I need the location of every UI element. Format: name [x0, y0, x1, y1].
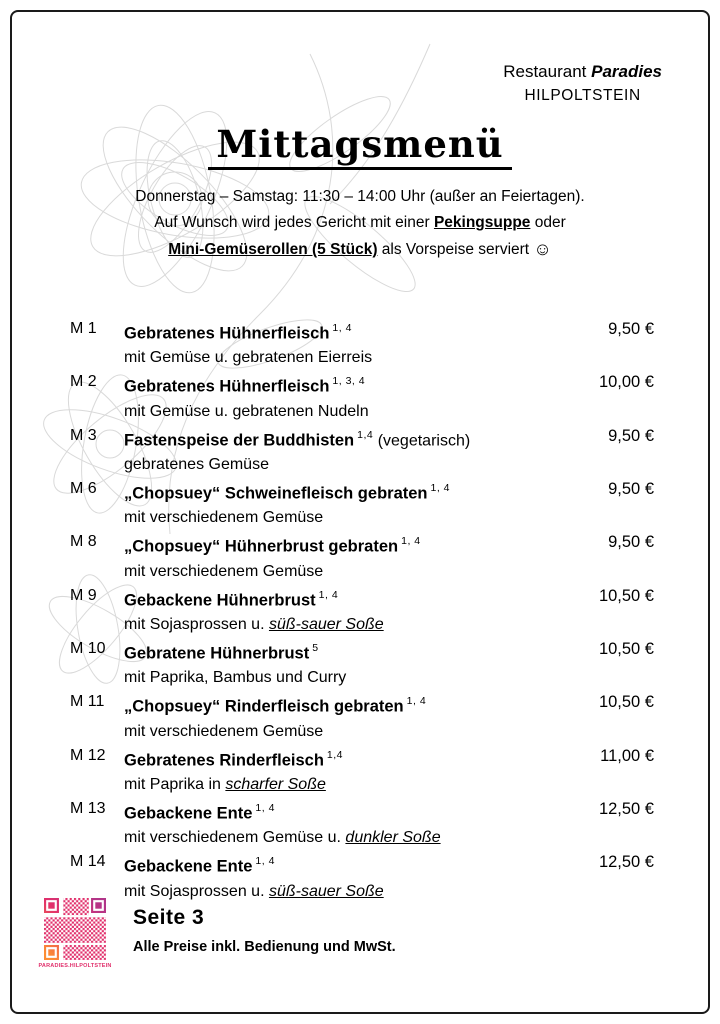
item-desc-text: mit Paprika, Bambus und Curry [124, 669, 347, 687]
item-code: M 8 [70, 533, 97, 551]
restaurant-city: HILPOLTSTEIN [524, 87, 641, 104]
item-desc-text: mit Paprika in [124, 775, 226, 793]
item-name: „Chopsuey“ Hühnerbrust gebraten [124, 537, 399, 556]
item-price: 11,00 € [600, 746, 654, 765]
item-code: M 3 [70, 426, 97, 444]
item-desc-text: gebratenes Gemüse [124, 455, 269, 473]
item-code: M 6 [70, 479, 97, 497]
item-name-line [124, 317, 562, 346]
item-desc-text: mit verschiedenem Gemüse [124, 509, 324, 527]
starter-note-prefix: Auf Wunsch wird jedes Gericht mit einer [154, 214, 434, 231]
item-price: 10,00 € [598, 373, 654, 392]
menu-item [70, 370, 654, 423]
item-footnotes: 5 [312, 641, 319, 654]
item-description [124, 560, 562, 584]
item-code: M 2 [70, 373, 97, 391]
item-description [124, 720, 562, 744]
item-desc-text: mit Sojasprossen u. [124, 882, 269, 900]
item-description [124, 613, 562, 637]
item-footnotes: 1, 4 [318, 588, 339, 601]
item-desc-text: mit verschiedenem Gemüse [124, 562, 324, 580]
qr-block [35, 898, 115, 969]
opening-hours-line: Donnerstag – Samstag: 11:30 – 14:00 Uhr (außer an Feiertagen). [135, 188, 585, 205]
item-name-line [124, 797, 562, 826]
restaurant-label: Restaurant [503, 62, 592, 81]
item-name-line [124, 370, 562, 399]
gemueserollen-highlight: Mini-Gemüserollen (5 Stück) [168, 241, 378, 258]
menu-item [70, 317, 654, 370]
item-name: Gebratenes Hühnerfleisch [124, 377, 330, 396]
item-desc-text: mit verschiedenem Gemüse [124, 722, 324, 740]
item-code: M 9 [70, 586, 97, 604]
title-wrap [0, 122, 720, 170]
item-price: 10,50 € [598, 639, 654, 658]
starter-note-line-2 [0, 236, 720, 263]
page-title: Mittagsmenü [208, 122, 511, 170]
menu-item [70, 850, 654, 903]
menu-item [70, 530, 654, 583]
item-name: Gebratene Hühnerbrust [124, 644, 310, 663]
item-footnotes: 1, 4 [401, 535, 421, 548]
menu-item [70, 637, 654, 690]
footer-text [133, 898, 396, 955]
item-description [124, 400, 562, 424]
item-desc-sauce: scharfer Soße [225, 775, 326, 793]
restaurant-header [503, 62, 662, 105]
starter-note-suffix: oder [530, 214, 566, 231]
item-footnotes: 1,4 [326, 748, 344, 761]
item-footnotes: 1, 4 [406, 695, 427, 708]
starter-note-suffix-2: als Vorspeise serviert [377, 241, 534, 258]
item-name: Gebackene Ente [124, 804, 253, 823]
item-price: 10,50 € [598, 693, 654, 712]
menu-item [70, 584, 654, 637]
menu-item [70, 690, 654, 743]
restaurant-name-line [503, 62, 662, 82]
item-name: Gebratenes Rinderfleisch [124, 750, 324, 769]
item-name: Gebratenes Hühnerfleisch [124, 324, 330, 343]
menu-item [70, 744, 654, 797]
item-description [124, 773, 562, 797]
item-footnotes: 1, 4 [430, 481, 451, 494]
item-desc-text: mit Gemüse u. gebratenen Nudeln [124, 402, 369, 420]
item-description [124, 666, 562, 690]
item-code: M 10 [70, 639, 106, 657]
item-description [124, 453, 562, 477]
item-price: 10,50 € [598, 586, 654, 605]
item-desc-text: mit Gemüse u. gebratenen Eierreis [124, 349, 373, 367]
item-name-line [124, 690, 562, 719]
item-name-line [124, 637, 562, 666]
item-name-suffix: (vegetarisch) [373, 431, 471, 449]
item-footnotes: 1, 4 [332, 322, 352, 334]
instagram-qr-code [44, 898, 106, 960]
item-name-line [124, 584, 562, 613]
item-footnotes: 1, 3, 4 [332, 375, 366, 388]
item-code: M 11 [70, 693, 105, 711]
item-name-line [124, 477, 562, 506]
item-name: Gebackene Ente [124, 857, 253, 876]
price-note: Alle Preise inkl. Bedienung und MwSt. [133, 939, 396, 955]
menu-item [70, 797, 654, 850]
menu-list [70, 317, 654, 904]
item-footnotes: 1, 4 [255, 801, 275, 814]
item-desc-sauce: süß-sauer Soße [268, 615, 384, 633]
item-desc-sauce: dunkler Soße [345, 829, 441, 847]
item-price: 9,50 € [608, 426, 654, 445]
item-name: Fastenspeise der Buddhisten [124, 430, 355, 449]
item-code: M 14 [70, 853, 106, 871]
item-description [124, 826, 562, 850]
item-desc-text: mit verschiedenem Gemüse u. [124, 829, 346, 847]
item-name-line [124, 850, 562, 879]
item-description [124, 346, 562, 370]
item-desc-sauce: süß-sauer Soße [268, 882, 384, 900]
item-name: „Chopsuey“ Rinderfleisch gebraten [124, 697, 404, 716]
starter-note-line-1 [0, 210, 720, 236]
item-name: Gebackene Hühnerbrust [124, 590, 316, 609]
page-footer [38, 898, 660, 969]
smiley-icon: ☺ [533, 239, 552, 259]
item-price: 9,50 € [608, 320, 654, 338]
restaurant-brand: Paradies [591, 62, 662, 81]
item-desc-text: mit Sojasprossen u. [124, 615, 269, 633]
item-code: M 1 [70, 320, 97, 337]
menu-item [70, 424, 654, 477]
menu-item [70, 477, 654, 530]
item-name-line [124, 424, 562, 453]
pekingsuppe-highlight: Pekingsuppe [433, 214, 531, 231]
item-price: 12,50 € [598, 799, 654, 818]
item-description [124, 506, 562, 530]
menu-notes [0, 184, 720, 263]
item-code: M 12 [70, 746, 106, 764]
item-code: M 13 [70, 799, 106, 817]
item-footnotes: 1,4 [357, 428, 374, 441]
item-price: 12,50 € [598, 853, 654, 872]
qr-caption: PARADIES.HILPOLTSTEIN [38, 963, 112, 969]
item-name: „Chopsuey“ Schweinefleisch gebraten [124, 484, 428, 503]
page-number: Seite 3 [133, 906, 205, 929]
item-footnotes: 1, 4 [255, 855, 275, 868]
item-price: 9,50 € [608, 479, 654, 498]
item-name-line [124, 530, 562, 559]
item-name-line [124, 744, 562, 773]
item-price: 9,50 € [608, 533, 654, 552]
